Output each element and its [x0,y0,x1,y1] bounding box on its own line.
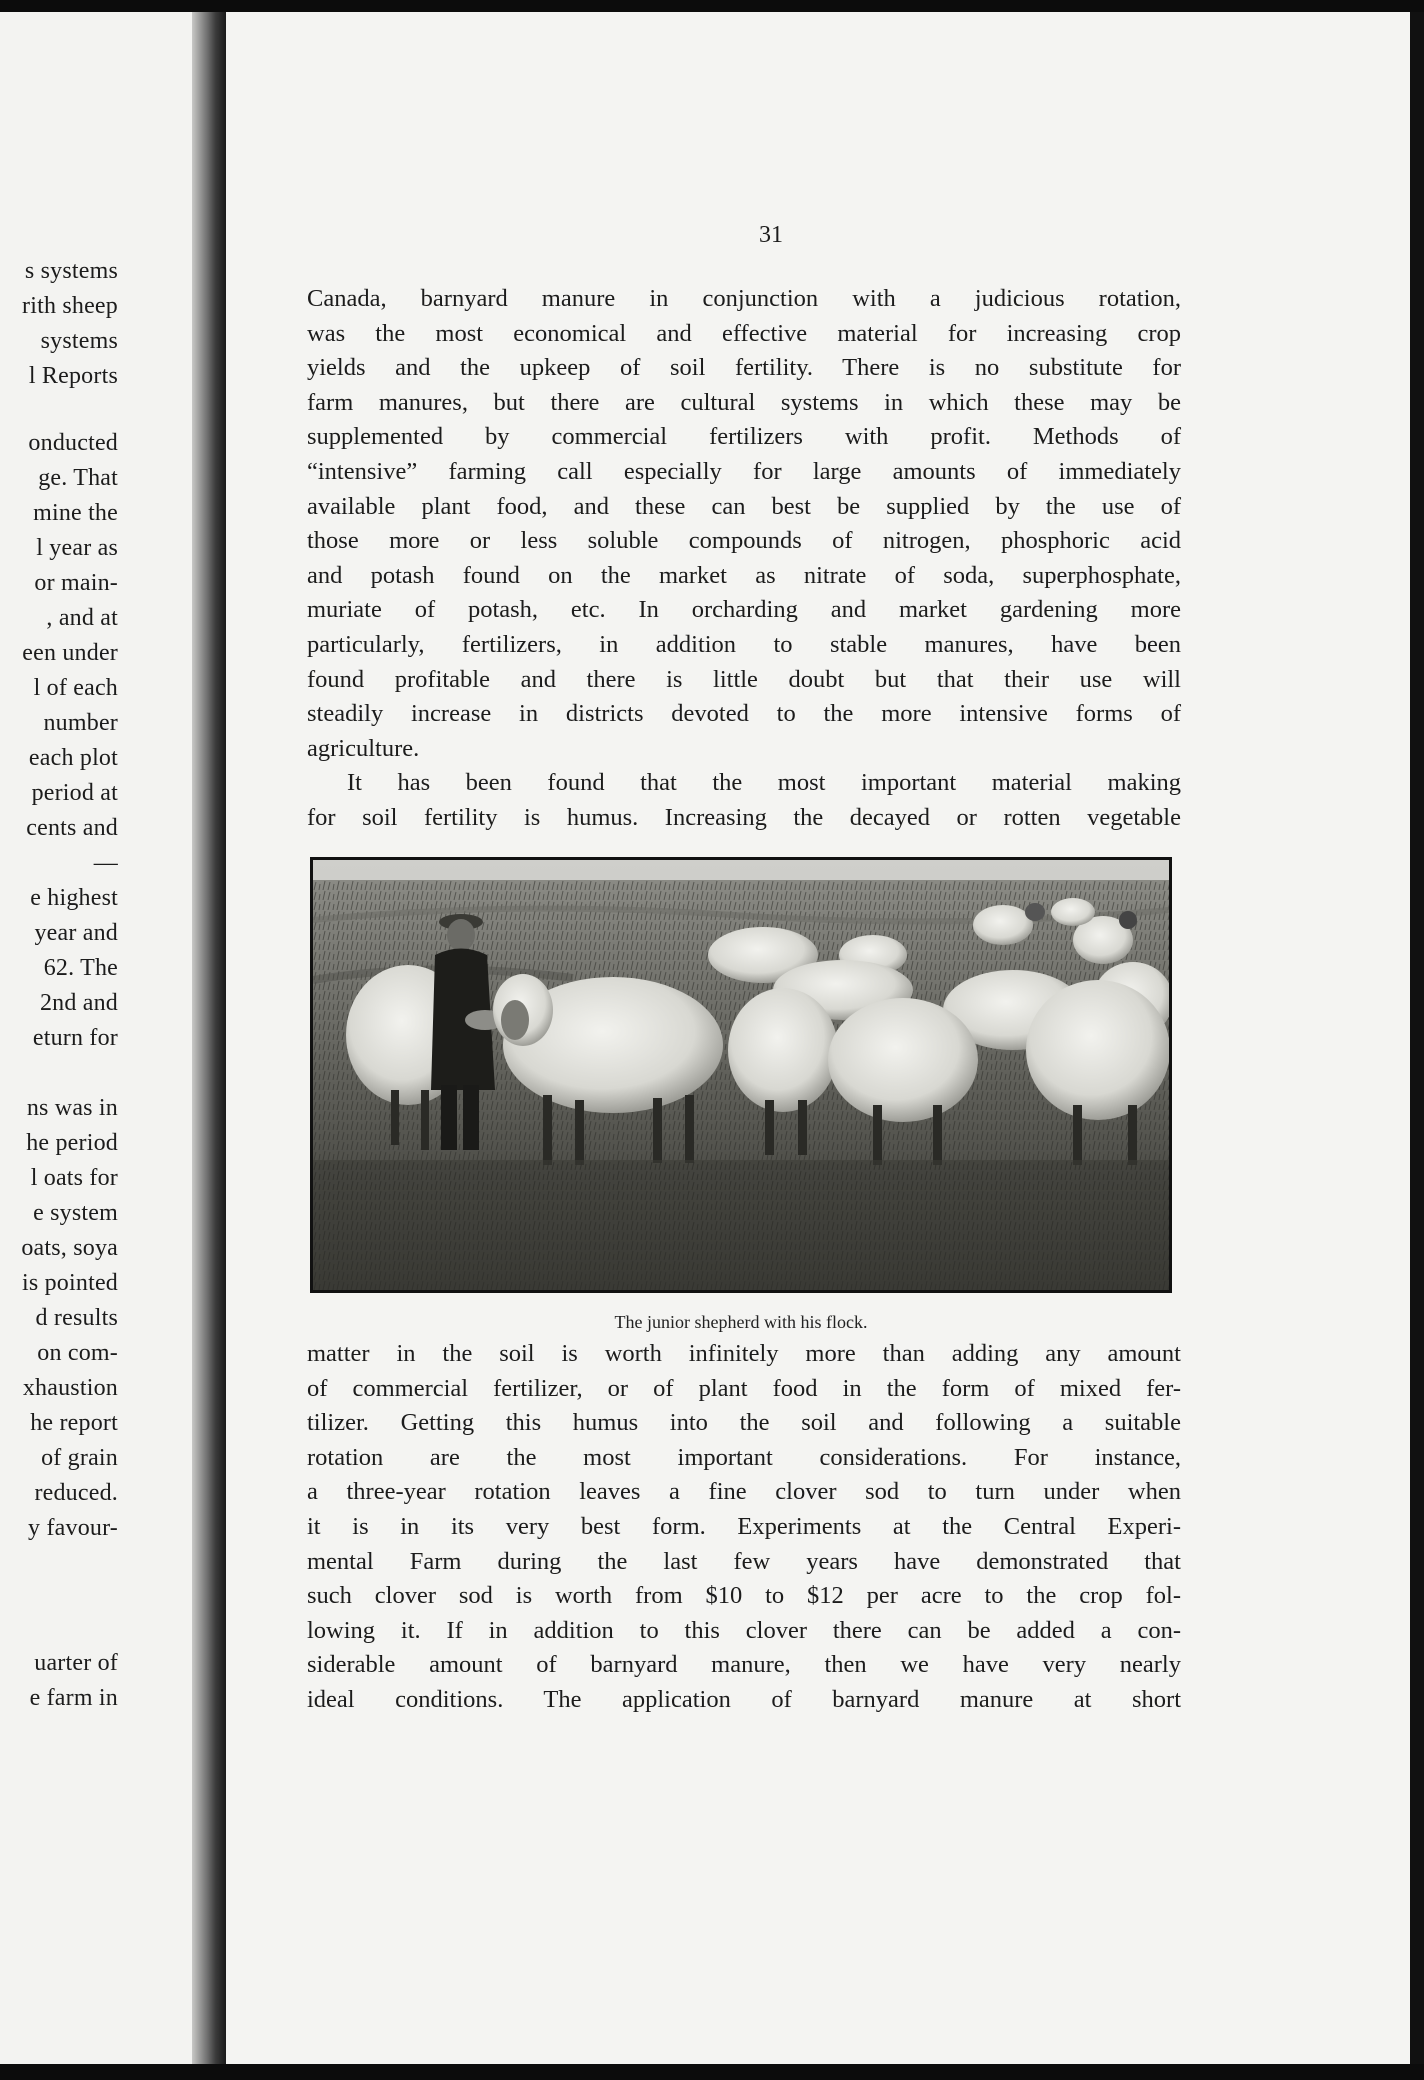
previous-page-line: , and at [46,605,118,631]
previous-page-line: 62. The [43,955,118,981]
previous-page-line: — [93,850,118,876]
paragraph [307,1337,1181,1718]
text-line: and potash found on the market as nitrate of soda, superphosphate, [307,561,1181,589]
previous-page-line: of grain [41,1445,118,1471]
previous-page-line: onducted [28,430,118,456]
sheep-flock-photo [313,860,1169,1290]
text-line: particularly, fertilizers, in addition to stable manures, have been [307,630,1181,658]
text-line: ideal conditions. The application of barnyard manure at short [307,1685,1181,1713]
previous-page-line: systems [40,328,118,354]
text-block-lower [307,1337,1181,1718]
text-line: “intensive” farming call especially for large amounts of immediately [307,457,1181,485]
previous-page-line: cents and [26,815,118,841]
text-line: muriate of potash, etc. In orcharding and market gardening more [307,596,1181,624]
previous-page-line: een under [22,640,118,666]
page-edge-shadow [1410,12,1424,2064]
figure-photo [310,857,1172,1293]
previous-page-line: l Reports [28,363,118,389]
text-line: yields and the upkeep of soil fertility. There is no substitute for [307,354,1181,382]
text-line: lowing it. If in addition to this clover there can be added a con- [307,1616,1181,1644]
text-line: siderable amount of barnyard manure, then we have very nearly [307,1651,1181,1679]
text-line: matter in the soil is worth infinitely more than adding any amount [307,1340,1181,1367]
previous-page-line: each plot [28,745,118,771]
previous-page-line: oats, soya [21,1235,118,1261]
previous-page-line: year and [34,920,118,946]
text-line: available plant food, and these can best be supplied by the use of [307,492,1181,520]
text-line: such clover sod is worth from $10 to $12 per acre to the crop fol- [307,1582,1181,1610]
previous-page-line: eturn for [32,1025,118,1051]
previous-page-line: e highest [30,885,118,911]
previous-page-line: mine the [33,500,118,526]
figure-caption: The junior shepherd with his flock. [614,1312,868,1332]
text-line: farm manures, but there are cultural systems in which these may be [307,388,1181,416]
previous-page-line: he report [30,1410,118,1436]
previous-page-strip [0,12,210,2064]
previous-page-line: s systems [24,258,118,284]
previous-page-line: d results [35,1305,118,1331]
text-line: tilizer. Getting this humus into the soil and following a suitable [307,1409,1181,1437]
previous-page-line: l of each [33,675,118,701]
text-line: supplemented by commercial fertilizers with profit. Methods of [307,423,1181,451]
text-line: agriculture. [307,734,420,762]
paragraph [307,282,1181,766]
text-line: It has been found that the most important material making [347,769,1181,797]
previous-page-line: reduced. [34,1480,118,1506]
previous-page-line: y favour- [28,1515,118,1541]
text-line: a three-year rotation leaves a fine clover sod to turn under when [307,1478,1181,1506]
previous-page-line: ge. That [38,465,118,491]
page-number: 31 [759,222,783,248]
text-line: found profitable and there is little doubt but that their use will [307,665,1181,693]
text-block-upper [307,282,1181,836]
text-line: for soil fertility is humus. Increasing the decayed or rotten vegetable [307,803,1181,831]
previous-page-line: l year as [36,535,118,561]
previous-page-line: is pointed [22,1270,118,1296]
text-line: those more or less soluble compounds of nitrogen, phosphoric acid [307,527,1181,555]
text-line: it is in its very best form. Experiments at the Central Experi- [307,1512,1181,1540]
previous-page-line: rith sheep [22,293,118,319]
previous-page-line: uarter of [34,1650,118,1676]
previous-page-line: he period [26,1130,118,1156]
previous-page-line: period at [31,780,118,806]
text-line: steadily increase in districts devoted to the more intensive forms of [307,700,1181,728]
text-line: rotation are the most important considerations. For instance, [307,1443,1181,1471]
book-page [226,12,1416,2064]
text-line: was the most economical and effective material for increasing crop [307,319,1181,347]
previous-page-line: e system [33,1200,118,1226]
previous-page-line: xhaustion [22,1375,118,1401]
paragraph [307,766,1181,835]
text-line: of commercial fertilizer, or of plant food in the form of mixed fer- [307,1374,1181,1402]
previous-page-line: l oats for [30,1165,118,1191]
previous-page-line: or main- [34,570,118,596]
page-gutter-shadow [192,12,226,2064]
text-line: mental Farm during the last few years have demonstrated that [307,1547,1181,1575]
previous-page-line: 2nd and [39,990,118,1016]
text-line: Canada, barnyard manure in conjunction with a judicious rotation, [307,285,1181,312]
previous-page-line: number [43,710,118,736]
previous-page-line: e farm in [29,1685,118,1711]
previous-page-line: on com- [37,1340,118,1366]
previous-page-line: ns was in [26,1095,118,1121]
